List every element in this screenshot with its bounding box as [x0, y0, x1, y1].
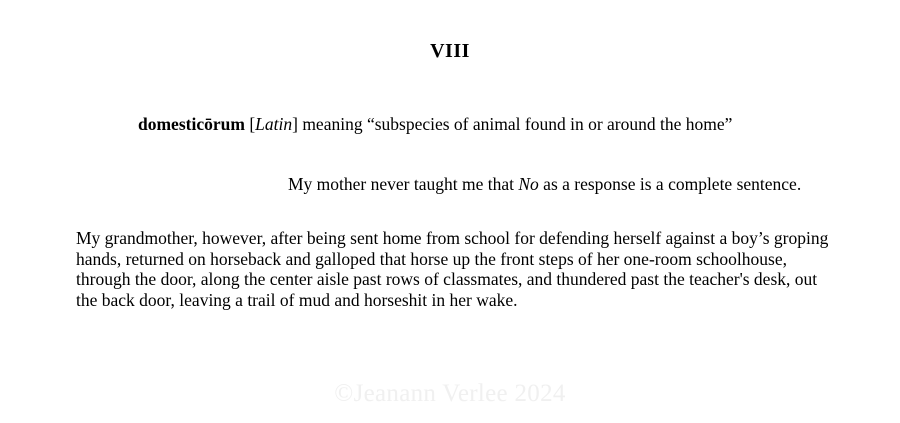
- section-number: VIII: [430, 40, 470, 62]
- definition-term: domesticōrum: [138, 114, 245, 134]
- definition-line: [138, 114, 732, 135]
- copyright-watermark: ©Jeanann Verlee 2024: [334, 380, 566, 407]
- indented-line-after: as a response is a complete sentence.: [538, 174, 802, 194]
- definition-gloss: meaning “subspecies of animal found in or around the home”: [297, 114, 733, 134]
- body-paragraph: My grandmother, however, after being sent home from school for defending herself against a boy’s groping hands, returned on horseback and galloped that horse up the front steps of her one-room schoolhouse, through the door, along the center aisle past rows of classmates, and thundered past the teacher's desk, out the back door, leaving a trail of mud and horseshit in her wake.: [76, 228, 829, 310]
- indented-line-emphasis: No: [518, 174, 539, 194]
- indented-line: [288, 174, 801, 195]
- definition-close-bracket: ]: [292, 114, 298, 134]
- definition-open-bracket: [: [249, 114, 256, 134]
- indented-line-before: My mother never taught me that: [288, 174, 519, 194]
- definition-language: Latin: [255, 114, 293, 134]
